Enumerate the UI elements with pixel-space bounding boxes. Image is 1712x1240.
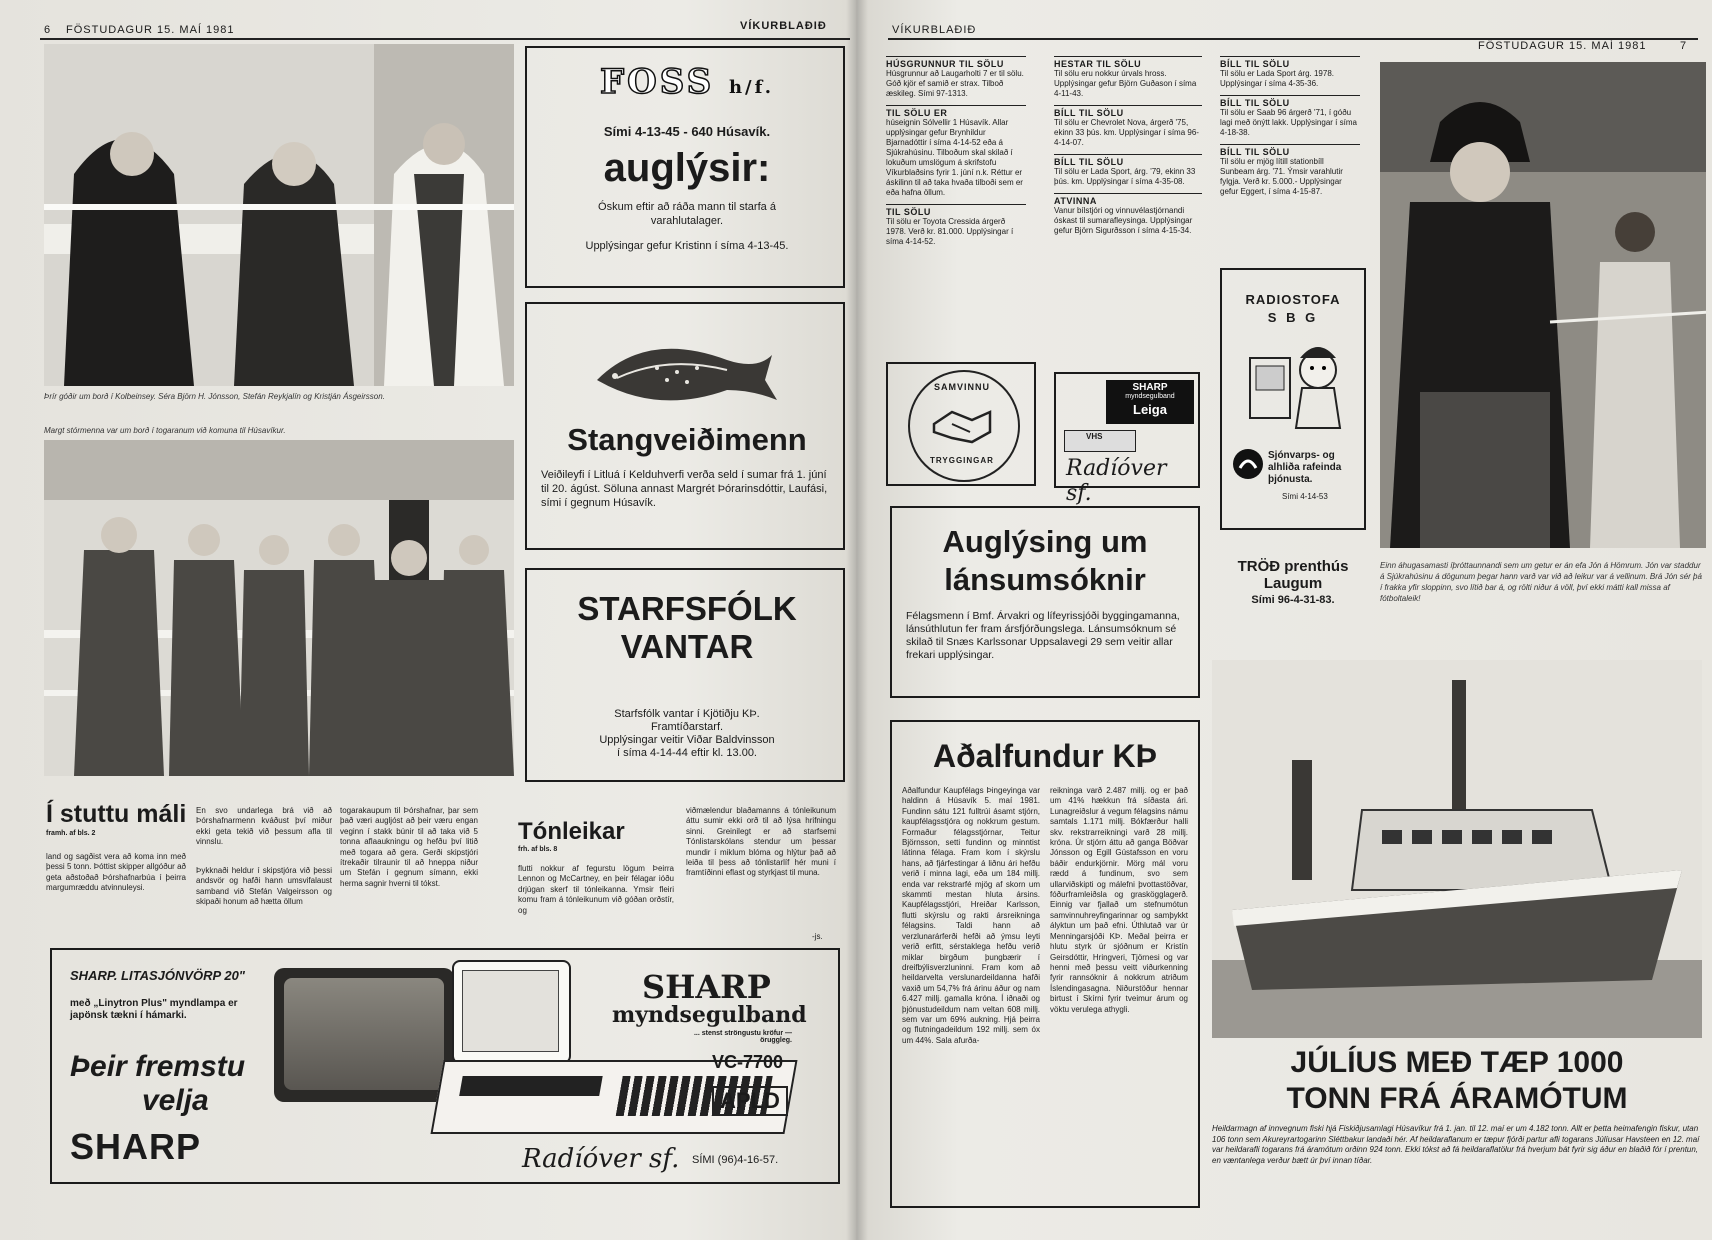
classifieds-col-1	[886, 56, 1026, 253]
classified-head: BÍLL TIL SÖLU	[1220, 144, 1360, 157]
classified-text: Til sölu er Chevrolet Nova, árgerð '75, ekinn 33 þús. km. Upplýsingar í síma 96-4-14-07.	[1054, 118, 1199, 147]
stuttu-col-2a: En svo undarlega brá við að Þórshafnarmenn kváðust því miður ekki geta tekið við þessum afla til vinnslu.	[196, 806, 332, 847]
apld-logo: APLD	[712, 1086, 788, 1116]
sharp-slogan-1: Þeir fremstu	[70, 1050, 246, 1083]
photo-crowd-on-trawler	[44, 440, 514, 776]
classified-text: Húsgrunnur að Laugarholti 7 er til sölu. Góð kjör ef samið er strax. Tilboð æskileg. Sími 97-1313.	[886, 69, 1024, 98]
adalfundur-article	[890, 720, 1200, 1208]
classified-text: Til sölu er Lada Sport, árg. '79, ekinn 33 þús. km. Upplýsingar í síma 4-35-08.	[1054, 167, 1196, 186]
sharp-leiga-ad	[1054, 372, 1200, 506]
starfsfolk-body-3: Upplýsingar veitir Viðar Baldvinsson	[599, 734, 775, 746]
sharp-ad-phone: SÍMI (96)4-16-57.	[692, 1154, 779, 1166]
sharp-tv-plus: með „Linytron Plus" myndlampa er japönsk tækni í hámarki.	[70, 998, 238, 1021]
monitor-screen	[462, 970, 559, 1052]
sharp-tv-ad	[50, 948, 840, 1184]
right-page	[856, 0, 1712, 1240]
trod-line-1: TRÖÐ prenthús	[1237, 558, 1349, 575]
tonleikar-title: Tónleikar	[518, 818, 625, 845]
tonleikar-signature: -js.	[812, 932, 823, 941]
photo-old-man-illustration	[1380, 62, 1706, 548]
stuttu-continued: framh. af bls. 2	[46, 830, 96, 837]
classified-head: ATVINNA	[1054, 193, 1202, 206]
date-right: FÖSTUDAGUR 15. MAÍ 1981	[1478, 40, 1647, 52]
sharp-slogan-2: velja	[142, 1084, 209, 1117]
vcr-name: myndsegulband	[612, 1002, 807, 1028]
foss-body: Óskum eftir að ráða mann til starfa á varahlutalager.	[598, 201, 776, 227]
classified-head: BÍLL TIL SÖLU	[1220, 95, 1360, 108]
cartoon-repairman-icon	[1240, 328, 1350, 438]
radiostofa-title-1: RADIOSTOFA	[1245, 292, 1341, 307]
sharp-leiga-line2: Leiga	[1133, 402, 1167, 417]
vcr-slot	[459, 1076, 603, 1096]
radiover-logo: Radíóver sf.	[522, 1144, 680, 1174]
tonleikar-continued: frh. af bls. 8	[518, 846, 558, 853]
sharp-leiga-banner	[1106, 380, 1194, 424]
classified-item	[1054, 56, 1202, 99]
radiostofa-line-1: Sjónvarps- og	[1268, 450, 1335, 461]
stuttu-title: Í stuttu máli	[46, 800, 187, 828]
classified-item	[886, 105, 1026, 198]
starfsfolk-ad	[525, 568, 845, 782]
classified-text: Vanur bílstjóri og vinnuvélastjórnandi óskast til sumarafleysinga. Upplýsingar gefur Björn Sigurðsson í síma 4-15-34.	[1054, 206, 1193, 235]
caption-old-man: Einn áhugasamasti íþróttaunnandi sem um getur er án efa Jón á Hömrum. Jón var staddur á Sjúkrahúsinu á dögunum þegar hann varð var við að leikur var á vellinum. Brá Jón sér þá í frakka yfir sloppinn, svo lítið bar á, og rölti niður á völl, því ekki mátti kall missa af fótboltaleik!	[1380, 561, 1702, 603]
header-rule-left	[40, 38, 850, 40]
classified-text: Til sölu er Toyota Cressida árgerð 1978. Verð kr. 81.000. Upplýsingar í síma 4-14-52.	[886, 217, 1014, 246]
classified-text: húseignin Sólvellir 1 Húsavík. Allar upplýsingar gefur Brynhildur Bjarnadóttir í síma 4-14-52 eða á Sjúkrahúsinu. Tilboðum skal skilað í lokuðum umslögum á skrifstofu Víkurblaðsins fyrir 1. júní n.k. Réttur er áskilinn til að taka hvaða tilboði sem er eða hafna öllum.	[886, 118, 1023, 197]
classified-text: Til sölu er Saab 96 árgerð '71, í góðu lagi með önýtt lakk. Upplýsingar í síma 4-18-38.	[1220, 108, 1357, 137]
radiostofa-line-2: alhliða rafeinda	[1268, 462, 1342, 473]
sharp-tv-brand-line: SHARP. LITASJÓNVÖRP 20"	[70, 968, 245, 983]
foss-headline: auglýsir:	[603, 146, 771, 190]
classified-item	[1220, 144, 1360, 197]
classified-text: Til sölu eru nokkur úrvals hross. Upplýsingar gefur Björn Guðason í síma 4-11-43.	[1054, 69, 1197, 98]
lansumsoknir-headline-2: lánsumsóknir	[944, 562, 1146, 597]
starfsfolk-headline-2: VANTAR	[620, 628, 754, 665]
trod-line-3: Sími 96-4-31-83.	[1251, 594, 1335, 606]
classified-item	[1054, 154, 1202, 187]
sharp-brand: SHARP	[70, 1126, 202, 1167]
starfsfolk-body-1: Starfsfólk vantar í Kjötiðju KÞ.	[614, 708, 760, 720]
samvinnu-ad	[886, 362, 1036, 486]
classified-item	[886, 204, 1026, 247]
lansumsoknir-body: Félagsmenn í Bmf. Árvakri og lífeyrissjóði byggingamanna, lánsúthlutun fer fram ársfjórðungslega. Lánsumsóknum sé skilað til Snæs Karlssonar Uppsalavegi 29 sem veitir allar frekari upplýsingar.	[906, 610, 1180, 661]
foss-logo-suffix: h/f.	[728, 77, 774, 98]
julius-body: Heildarmagn af innvegnum fiski hjá Fiskiðjusamlagi Húsavíkur frá 1. jan. til 12. maí er um 4.182 tonn. Allt er þetta heimafengin fiskur, utan 106 tonn sem Akureyrartogarinn Sléttbakur landaði hér. Af heildaraflanum er tæpur fjórði partur afli togarans Júlíusar Havsteen en 12. maí var heildarafli togarans frá áramótum orðinn 924 tonn. Ekki tókst að fá heildaraflatölur frá hverjum bát fyrir sig áður en blaðið fór í prentun, en væntanlega verður bætt úr því innan tíðar.	[1212, 1124, 1700, 1165]
stuttu-col-1: land og sagðist vera að koma inn með þessi 5 tonn. Þóttist skipper allgóður að geta aðstoðað Þórshafnarbúa í þeirra margumræddu atvinnuleysi.	[46, 852, 186, 893]
foss-ad	[525, 46, 845, 288]
handshake-icon	[932, 402, 992, 448]
foss-phone: Sími 4-13-45 - 640 Húsavík.	[603, 124, 771, 139]
foss-contact: Upplýsingar gefur Kristinn í síma 4-13-45.	[585, 240, 789, 252]
radiostofa-logo-icon	[1232, 448, 1264, 480]
vcr-brand: SHARP	[642, 968, 771, 1006]
page-gutter	[846, 0, 868, 1240]
julius-headline-1: JÚLÍUS MEÐ TÆP 1000	[1290, 1046, 1624, 1079]
adalfundur-col-1: Aðalfundur Kaupfélags Þingeyinga var haldinn á Húsavík 5. maí 1981. Fundinn sátu 121 fulltrúi ásamt stjórn, kaupfélagsstjóra og nokkrum gestum. Formaður félagsstjórnar, Teitur Björnsson, setti fundinn og minntist látinna félaga. Fram kom í skýrslu hans, að fjárfestingar á liðnu ári hefðu verið í minna lagi, eða um 184 millj. enda var rekstrarfé mjög af skorn um skammti mestan hluta ársins. Kaupfélagsstjóri, Hreiðar Karlsson, flutti skýrslu og rakti ársreikninga félagsins. Taldi hann að verzlunarárferði hefði að ýmsu leyti verið erfitt, sérstaklega hefðu verið miklar birgðum þungbærir í dreifbýlisverzluninni. Fram kom að heildarvelta verslunardeildanna hafði vaxið um 54,7% frá árinu áður og nam 6.427 millj. gamalla króna. Í iðnaði og þjónustudeildum nam veltan 608 millj. sem var um 69% aukning. Hjá þeirra og flutningadeildum 192 millj. sem óx um 44%. Sala afurða-	[902, 786, 1040, 1045]
lansumsoknir-headline-1: Auglýsing um	[942, 524, 1148, 559]
fish-icon	[587, 320, 787, 420]
date-left: FÖSTUDAGUR 15. MAÍ 1981	[66, 24, 235, 36]
header-rule-right	[888, 38, 1698, 40]
classified-head: BÍLL TIL SÖLU	[1220, 56, 1360, 69]
vhs-label: VHS	[1086, 432, 1103, 441]
classified-item	[1054, 193, 1202, 236]
tonleikar-col-1: flutti nokkur af fegurstu lögum Þeirra Lennon og McCartney, en þeir félagar ióðu drjúgan skerf til tónleikanna. Ymsir fleiri komu fram á tónleikunum við góðan orðstír, og	[518, 864, 674, 915]
radiostofa-line-3: þjónusta.	[1268, 474, 1313, 485]
tonleikar-col-2: viðmælendur blaðamanns á tónleikunum áttu sumir ekki orð til að lýsa hrifningu sinni. Greinilegt er að starfsemi Tónlistarskólans stendur um þessar mundir í miklum blóma og hlýtur það að leiða til þess að tónlistarlíf hér muni í framtíðinni eflast og styrkjast til muna.	[686, 806, 836, 878]
lansumsoknir-ad	[890, 506, 1200, 698]
starfsfolk-body-2: Framtíðarstarf.	[650, 721, 724, 733]
page-number-left: 6	[44, 24, 52, 36]
julius-headline-2: TONN FRÁ ÁRAMÓTUM	[1286, 1082, 1628, 1115]
stuttu-col-2b: Þykknaði heldur í skipstjóra við þessi andsvör og hafði hann umsvifalaust samband við Stefán Valgeirsson og skipaði honum að hætta öllum	[196, 866, 332, 907]
foss-logo-text: FOSS	[600, 62, 715, 102]
stuttu-col-3: togarakaupum til Þórshafnar, þar sem það væri augljóst að þeir væru engan veginn í stakk búnir til að taka við 5 tonna aflaaukningu og hefðu því litið með togara að gera. Gerði skipstjóri ítrekaðir tilraunir til að hneppa niður um Stefán í gegnum símann, ekki herma sagnir hverni til tókst.	[340, 806, 478, 888]
classifieds-col-2	[1054, 56, 1202, 242]
adalfundur-col-2: reikninga varð 2.487 millj. og er það um 41% hækkun frá síðasta ári. Lunagreiðslur á vegum félagsins námu samtals 1.171 millj. Bókfærður halli skv. rekstrarreikningi varð 28 millj. króna. Úr stjórn áttu að ganga Böðvar Jónsson og Egill Gústafsson en voru báðir endurkjörnir. Mörg mál voru rædd á fundinum, svo sem ullarviðskipti og málefni þvottastöðvar, fóðurframleiðsla og graskögglagerð. Einnig var fjallað um stefnumótun samvinnuhreyfingarinnar og samþykkt ályktun um það efni. Úthlutað var úr Menningarsjóði KÞ. Meðal þeirra er hlutu styrk úr sjóðnum er Kristín Geirsdóttir, Hringveri, Tjörnesi og var henni með þessu veitt viðurkenning fyrir rannsóknir á nokkrum atriðum Íslendingasagna. Niðurstöður hennar birtust í Skírni fyrir tveimur árum og vöktu verulega athygli.	[1050, 786, 1188, 1014]
sharp-leiga-brand: SHARP	[1132, 382, 1168, 393]
classified-head: HESTAR TIL SÖLU	[1054, 56, 1202, 69]
classified-item	[1220, 95, 1360, 138]
vcr-tag: ... stenst ströngustu kröfur — öruggleg.	[693, 1030, 792, 1044]
photo-crowd-illustration	[44, 440, 514, 776]
classified-head: HÚSGRUNNUR TIL SÖLU	[886, 56, 1026, 69]
stangveidi-ad	[525, 302, 845, 550]
radiover-small-logo: Radíóver sf.	[1066, 456, 1167, 506]
stangveidi-headline: Stangveiðimenn	[567, 422, 807, 457]
foss-logo	[527, 62, 847, 102]
paper-name-right: VÍKURBLAÐIÐ	[892, 24, 977, 36]
classified-text: Til sölu er mjög lítill stationbíll Sunbeam árg. '71. Ýmsir varahlutir fylgja. Verð kr. 5.000.- Upplýsingar gefur Eggert, í síma 4-15-87.	[1220, 157, 1343, 196]
monitor-illustration	[452, 960, 571, 1064]
photo-men-on-ship-illustration	[44, 44, 514, 386]
classified-item	[886, 56, 1026, 99]
samvinnu-top: SAMVINNU	[933, 382, 990, 392]
classified-head: TIL SÖLU	[886, 204, 1026, 217]
classified-head: BÍLL TIL SÖLU	[1054, 105, 1202, 118]
stangveidi-body: Veiðileyfi í Litluá í Kelduhverfi verða seld í sumar frá 1. júní til 20. ágúst. Söluna annast Margrét Þórarinsdóttir, Laufási, sími í gegnum Húsavík.	[541, 469, 828, 509]
photo-trawler-julius	[1212, 660, 1702, 1038]
classified-head: TIL SÖLU ER	[886, 105, 1026, 118]
classified-item	[1220, 56, 1360, 89]
tv-screen	[284, 978, 444, 1090]
caption-top-photo: Þrír góðir um borð í Kolbeinsey. Séra Björn H. Jónsson, Stefán Reykjalín og Kristján Ásgeirsson.	[44, 392, 385, 401]
classified-item	[1054, 105, 1202, 148]
starfsfolk-body-4: í síma 4-14-44 eftir kl. 13.00.	[616, 747, 757, 759]
sharp-leiga-line1: myndsegulband	[1125, 393, 1175, 400]
trod-ad	[1220, 558, 1366, 606]
vcr-model: VC-7700	[712, 1052, 784, 1072]
starfsfolk-headline-1: STARFSFÓLK	[577, 590, 797, 627]
classifieds-col-3	[1220, 56, 1360, 203]
samvinnu-bottom: TRYGGINGAR	[930, 456, 994, 465]
paper-name-left: VÍKURBLAÐIÐ	[740, 20, 827, 32]
photo-men-on-ship	[44, 44, 514, 386]
radiostofa-phone: Sími 4-14-53	[1282, 492, 1328, 501]
page-number-right: 7	[1680, 40, 1688, 52]
classified-head: BÍLL TIL SÖLU	[1054, 154, 1202, 167]
radiostofa-title-2: S B G	[1267, 310, 1319, 325]
photo-old-man	[1380, 62, 1706, 548]
caption-bottom-photo: Margt stórmenna var um borð í togaranum við komuna til Húsavíkur.	[44, 426, 286, 435]
classified-text: Til sölu er Lada Sport árg. 1978. Upplýsingar í síma 4-35-36.	[1220, 69, 1334, 88]
trod-line-2: Laugum	[1263, 575, 1323, 592]
photo-trawler-illustration	[1212, 660, 1702, 1038]
radiostofa-ad	[1220, 268, 1366, 530]
tv-illustration	[274, 968, 454, 1102]
adalfundur-headline: Aðalfundur KÞ	[933, 738, 1157, 774]
